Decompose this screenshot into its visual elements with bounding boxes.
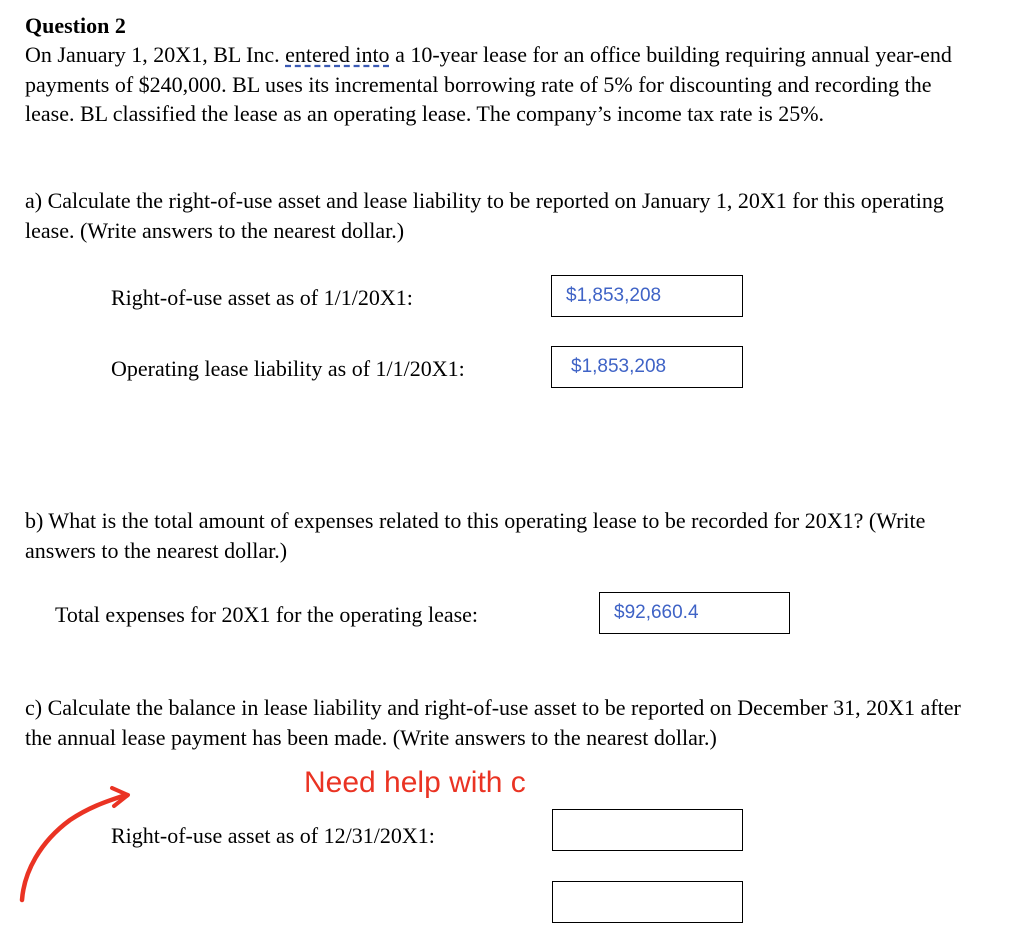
question-title: Question 2 xyxy=(25,13,126,38)
rou-asset-jan-label: Right-of-use asset as of 1/1/20X1: xyxy=(111,285,413,310)
lease-liability-jan-field[interactable]: $1,853,208 xyxy=(551,346,743,388)
rou-asset-jan-field[interactable]: $1,853,208 xyxy=(551,275,743,317)
part-a-prompt: a) Calculate the right-of-use asset and lease liability to be reported on January 1, 20X1 for this operating lease. (Write answers to the nearest dollar.) xyxy=(25,188,944,243)
intro-text-end: a 10-year lease for an office building requiring annual year-end payments of $240,000. BL uses its incremental borrowing rate of 5% for discounting and recording the lease. BL classified the lease as an operating lease. The company’s income tax rate is 25%. xyxy=(25,42,952,126)
part-c-prompt: c) Calculate the balance in lease liability and right-of-use asset to be reported on December 31, 20X1 after the annual lease payment has been made. (Write answers to the nearest dollar.) xyxy=(25,695,961,750)
part-b-prompt: b) What is the total amount of expenses related to this operating lease to be recorded for 20X1? (Write answers to the nearest dollar.) xyxy=(25,508,926,563)
lease-liability-dec-field[interactable] xyxy=(552,881,743,923)
intro-text-start: On January 1, 20X1, BL Inc. xyxy=(25,42,286,67)
total-expense-field[interactable]: $92,660.4 xyxy=(599,592,790,634)
rou-asset-dec-label: Right-of-use asset as of 12/31/20X1: xyxy=(111,823,435,848)
red-arrow-icon xyxy=(0,0,200,951)
intro-link-text[interactable]: entered into xyxy=(285,42,390,67)
help-note: Need help with c xyxy=(304,766,526,799)
rou-asset-dec-field[interactable] xyxy=(552,809,743,851)
total-expense-label: Total expenses for 20X1 for the operating lease: xyxy=(55,602,479,627)
lease-liability-jan-label: Operating lease liability as of 1/1/20X1: xyxy=(111,356,465,381)
